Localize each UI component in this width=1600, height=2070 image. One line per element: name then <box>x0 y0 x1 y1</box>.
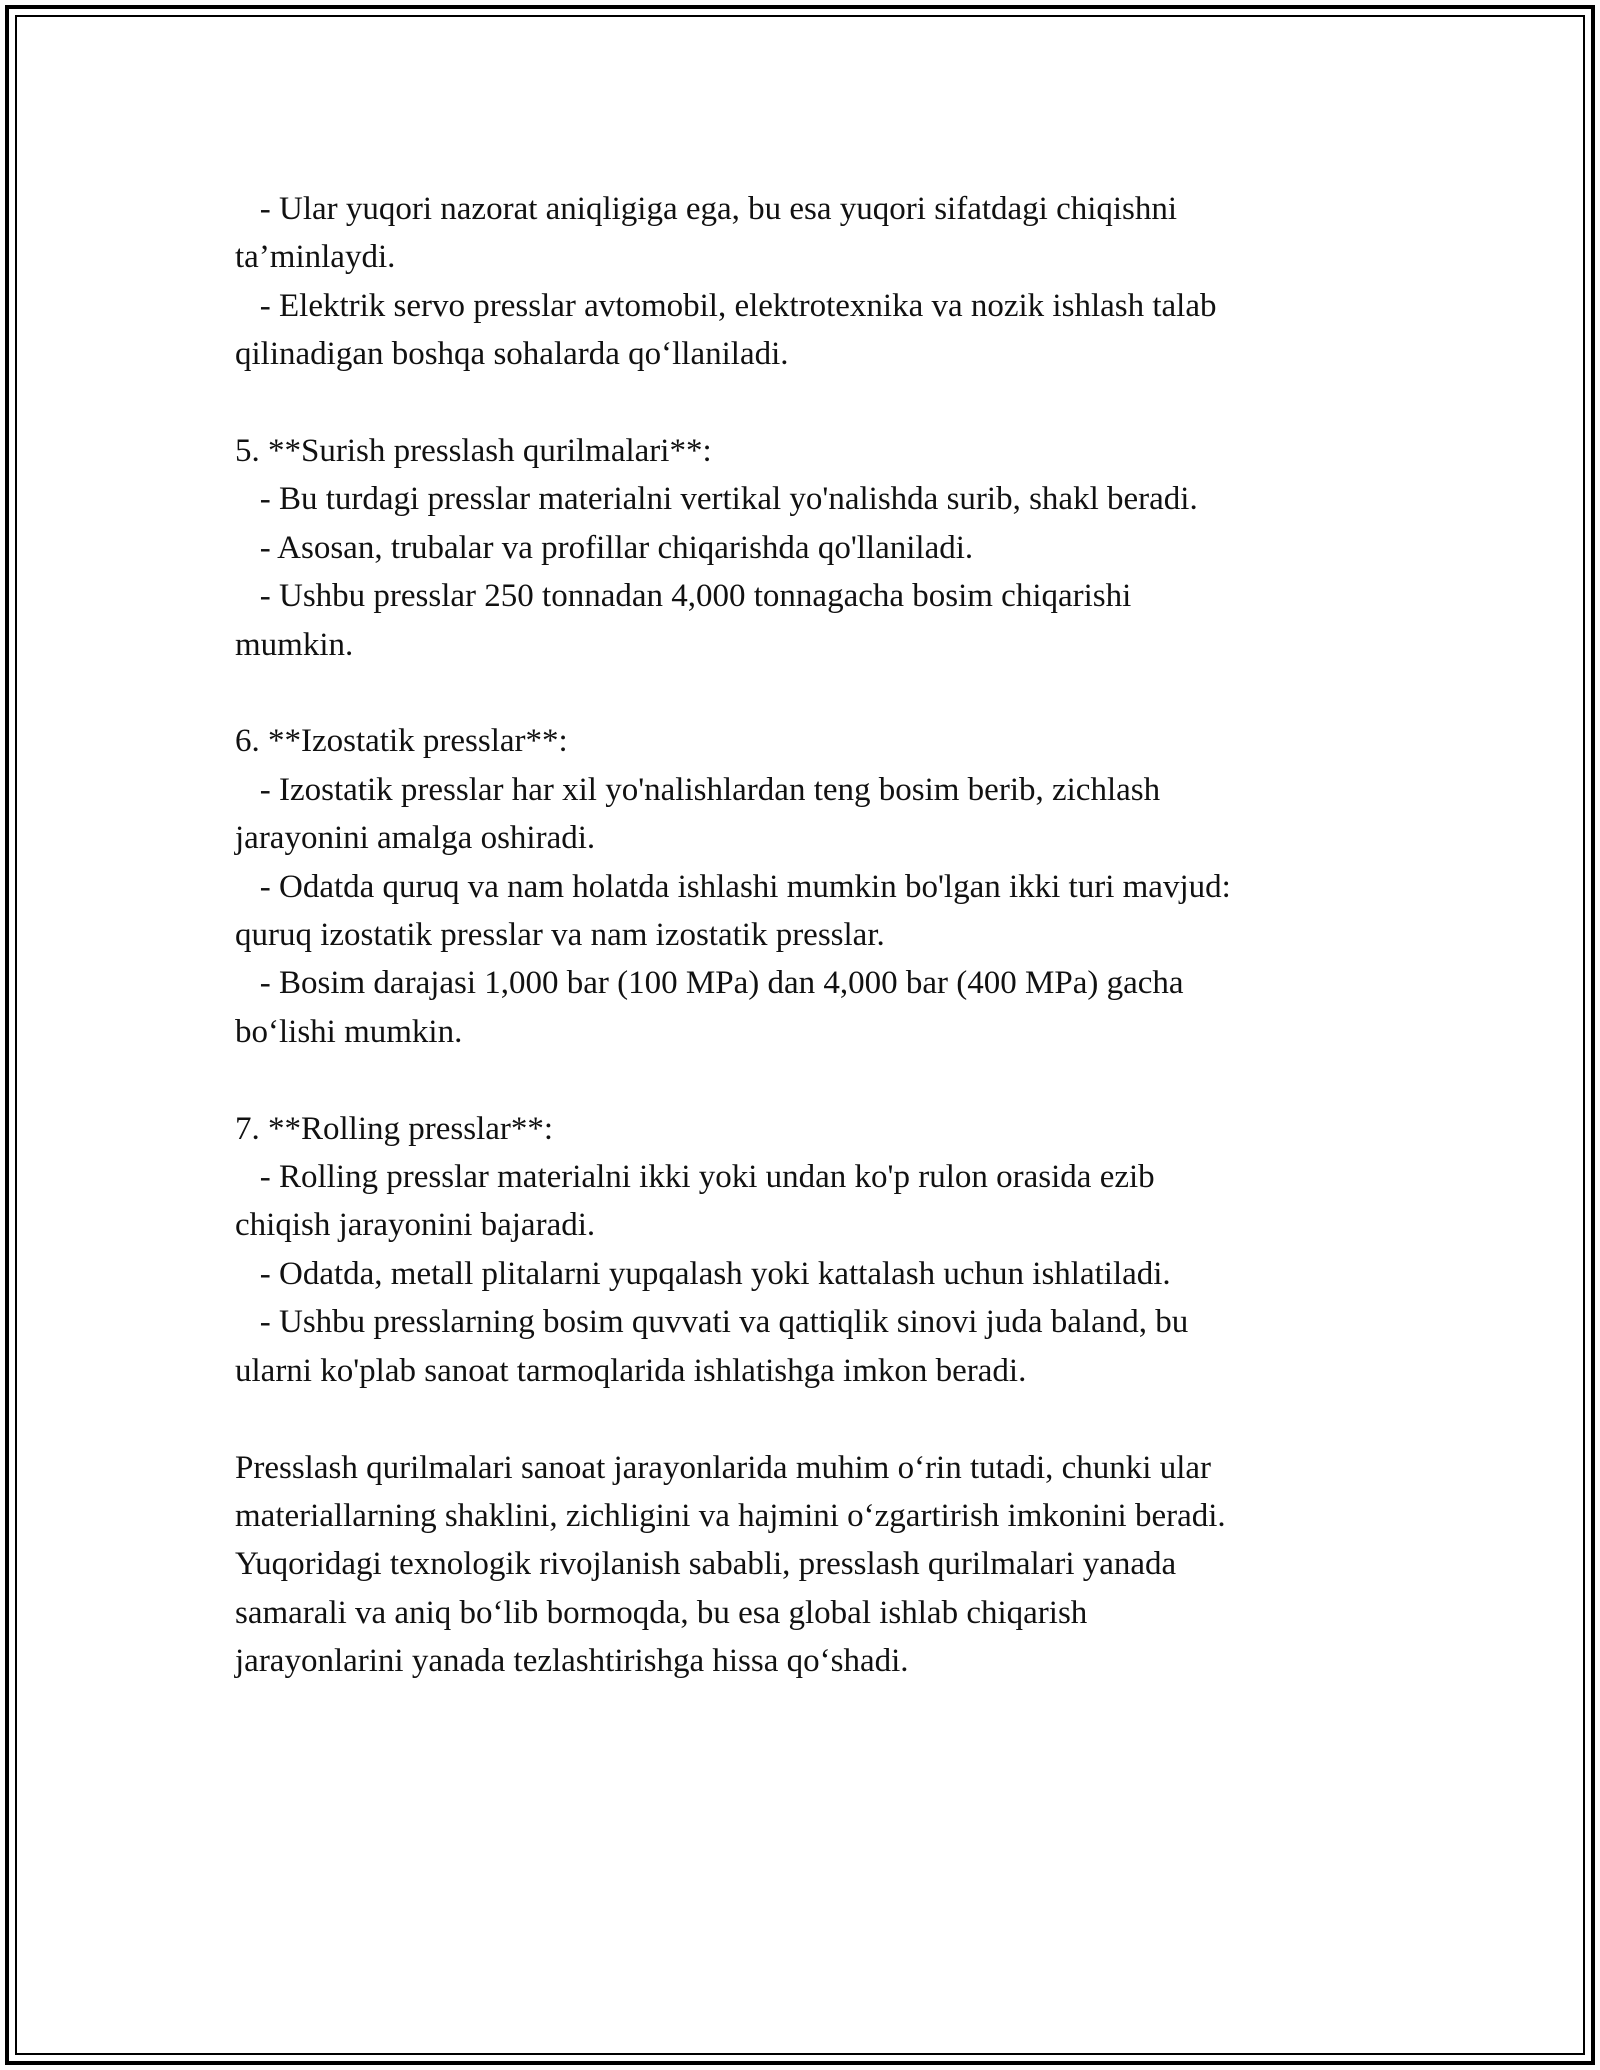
blank-line <box>235 1395 1385 1443</box>
text-line: bo‘lishi mumkin. <box>235 1013 463 1050</box>
text-line: quruq izostatik presslar va nam izostatik presslar. <box>235 917 885 954</box>
text-line: Yuqoridagi texnologik rivojlanish sababli, presslash qurilmalari yanada <box>235 1546 1177 1583</box>
text-line: - Odatda quruq va nam holatda ishlashi mumkin bo'lgan ikki turi mavjud: <box>235 868 1231 905</box>
text-line: ta’minlaydi. <box>235 239 396 276</box>
text-line: mumkin. <box>235 626 354 663</box>
blank-line <box>235 669 1385 717</box>
text-line: - Odatda, metall plitalarni yupqalash yoki kattalash uchun ishlatiladi. <box>235 1255 1171 1292</box>
text-line: Presslash qurilmalari sanoat jarayonlarida muhim o‘rin tutadi, chunki ular <box>235 1449 1211 1486</box>
blank-line <box>235 1056 1385 1104</box>
text-line: samarali va aniq bo‘lib bormoqda, bu esa global ishlab chiqarish <box>235 1594 1088 1631</box>
document-body <box>235 185 1385 1686</box>
text-line: - Rolling presslar materialni ikki yoki undan ko'p rulon orasida ezib <box>235 1159 1155 1196</box>
text-line: 5. **Surish presslash qurilmalari**: <box>235 433 712 470</box>
blank-line <box>235 379 1385 427</box>
text-line: - Ushbu presslar 250 tonnadan 4,000 tonnagacha bosim chiqarishi <box>235 578 1132 615</box>
text-line: materiallarning shaklini, zichligini va hajmini o‘zgartirish imkonini beradi. <box>235 1497 1226 1534</box>
text-line: - Ular yuqori nazorat aniqligiga ega, bu esa yuqori sifatdagi chiqishni <box>235 191 1178 227</box>
text-line: qilinadigan boshqa sohalarda qo‘llaniladi. <box>235 336 789 373</box>
text-line: jarayonlarini yanada tezlashtirishga hissa qo‘shadi. <box>235 1643 909 1680</box>
text-line: ularni ko'plab sanoat tarmoqlarida ishlatishga imkon beradi. <box>235 1352 1027 1389</box>
text-line: chiqish jarayonini bajaradi. <box>235 1207 596 1244</box>
text-line: - Asosan, trubalar va profillar chiqarishda qo'llaniladi. <box>235 529 974 566</box>
text-line: - Bosim darajasi 1,000 bar (100 MPa) dan 4,000 bar (400 MPa) gacha <box>235 965 1184 1002</box>
text-line: 6. **Izostatik presslar**: <box>235 723 568 760</box>
text-line: 7. **Rolling presslar**: <box>235 1110 554 1147</box>
text-line: - Izostatik presslar har xil yo'nalishlardan teng bosim berib, zichlash <box>235 771 1161 808</box>
text-line: jarayonini amalga oshiradi. <box>235 820 596 857</box>
text-line: - Elektrik servo presslar avtomobil, elektrotexnika va nozik ishlash talab <box>235 287 1217 324</box>
text-line: - Bu turdagi presslar materialni vertikal yo'nalishda surib, shakl beradi. <box>235 481 1198 518</box>
text-line: - Ushbu presslarning bosim quvvati va qattiqlik sinovi juda baland, bu <box>235 1304 1189 1341</box>
